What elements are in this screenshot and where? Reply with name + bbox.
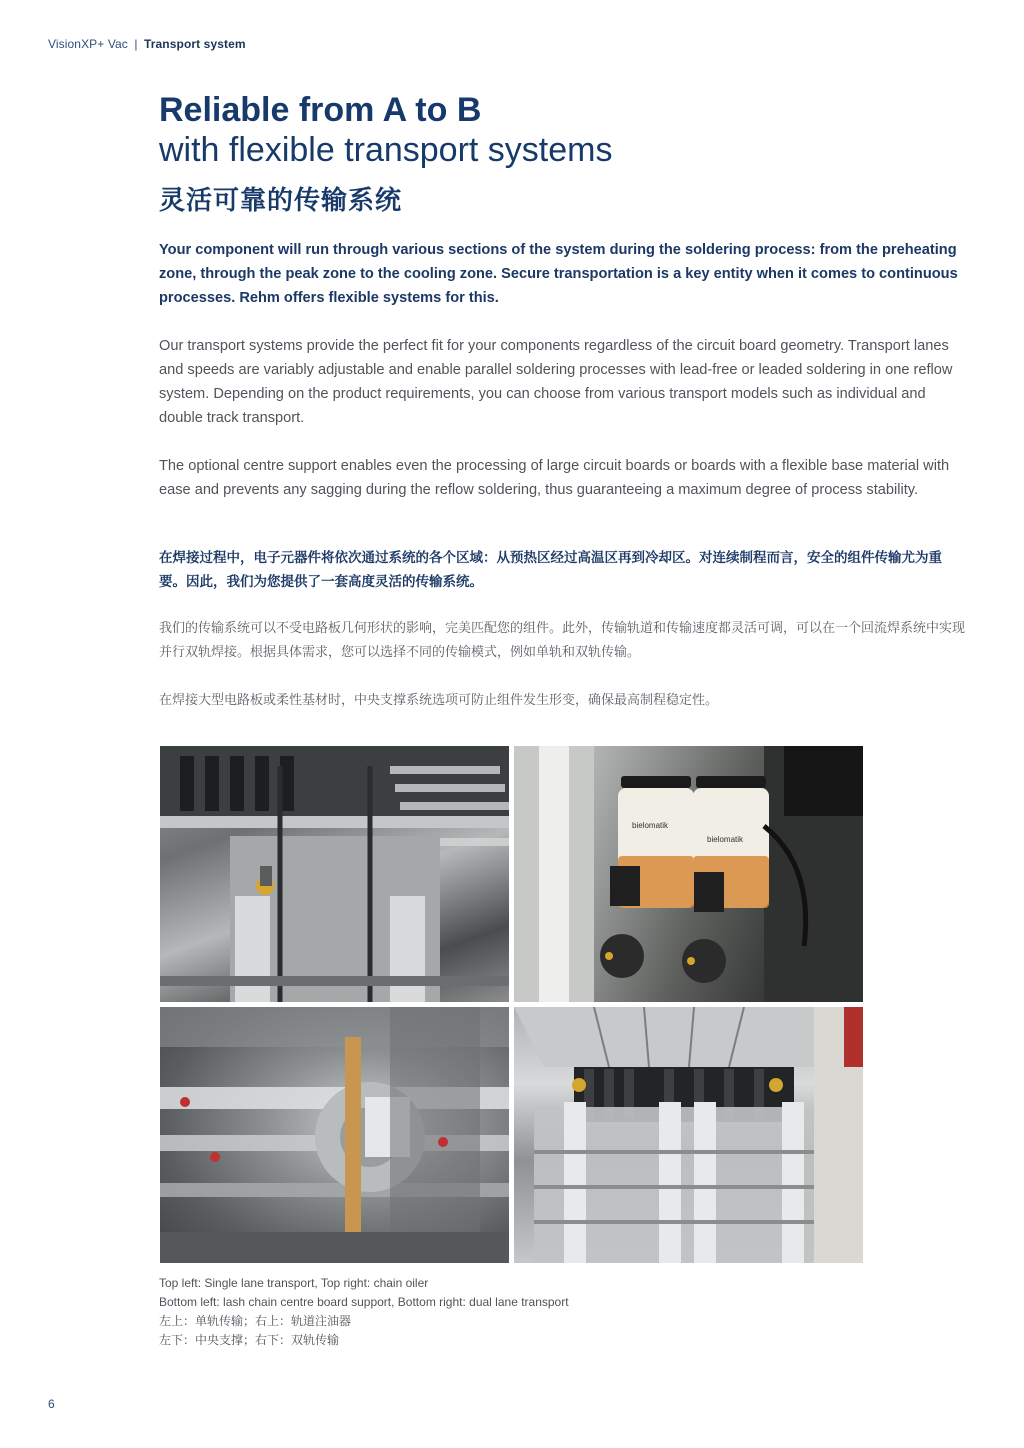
photo-single-lane-transport <box>160 746 509 1002</box>
body-paragraph: The optional centre support enables even the processing of large circuit boards or boards with a flexible base material with ease and prevents any sagging during the reflow soldering, thus guaranteeing a maximum degree of process stability. <box>159 458 950 498</box>
photo-centre-support-illustration <box>160 1007 509 1263</box>
photo-chain-oiler <box>514 746 863 1002</box>
photo-centre-board-support <box>160 1007 509 1263</box>
photo-chain-oiler-illustration <box>514 746 863 1002</box>
photo-dual-lane-transport <box>514 1007 863 1263</box>
page-title: Reliable from A to B <box>159 91 482 129</box>
bottle-label: bielomatik <box>632 821 669 830</box>
photo-dual-lane-illustration <box>514 1007 863 1263</box>
page-number: 6 <box>48 1397 55 1411</box>
caption-line-chinese: 左上：单轨传输；右上：轨道注油器 <box>159 1314 352 1328</box>
chinese-intro-paragraph: 在焊接过程中，电子元器件将依次通过系统的各个区域：从预热区经过高温区再到冷却区。对连续制程而言，安全的组件传输尤为重要。因此，我们为您提供了一套高度灵活的传输系统。 <box>159 550 942 590</box>
caption-line: Bottom left: lash chain centre board support, Bottom right: dual lane transport <box>159 1295 569 1309</box>
photo-single-lane-illustration <box>160 746 509 1002</box>
page-title-chinese: 灵活可靠的传输系统 <box>159 186 403 216</box>
page-subtitle: with flexible transport systems <box>159 131 613 169</box>
header-product: VisionXP+ Vac <box>48 37 128 51</box>
chinese-body-paragraph: 我们的传输系统可以不受电路板几何形状的影响，完美匹配您的组件。此外，传输轨道和传输速度都灵活可调，可以在一个回流焊系统中实现并行双轨焊接。根据具体需求，您可以选择不同的传输模式，例如单轨和双轨传输。 <box>159 621 966 660</box>
body-paragraph: Our transport systems provide the perfect fit for your components regardless of the circuit board geometry. Transport lanes and speeds are variably adjustable and enable parallel soldering processes with lead-free or leaded soldering in one reflow system. Depending on the product requirements, you can choose from various transport models such as individual and double track transport. <box>159 338 953 426</box>
intro-paragraph: Your component will run through various sections of the system during the soldering process: from the preheating zone, through the peak zone to the cooling zone. Secure transportation is a key entity when it comes to continuous processes. Rehm offers flexible systems for this. <box>159 242 958 306</box>
header-separator: | <box>134 37 138 51</box>
bottle-label: bielomatik <box>707 835 744 844</box>
running-header <box>48 37 246 51</box>
caption-line-chinese: 左下：中央支撑；右下：双轨传输 <box>159 1333 340 1347</box>
header-section: Transport system <box>144 37 246 51</box>
figure-caption <box>159 1274 569 1350</box>
caption-line: Top left: Single lane transport, Top right: chain oiler <box>159 1276 429 1290</box>
chinese-body-paragraph: 在焊接大型电路板或柔性基材时，中央支撑系统选项可防止组件发生形变，确保最高制程稳定性。 <box>159 693 719 708</box>
